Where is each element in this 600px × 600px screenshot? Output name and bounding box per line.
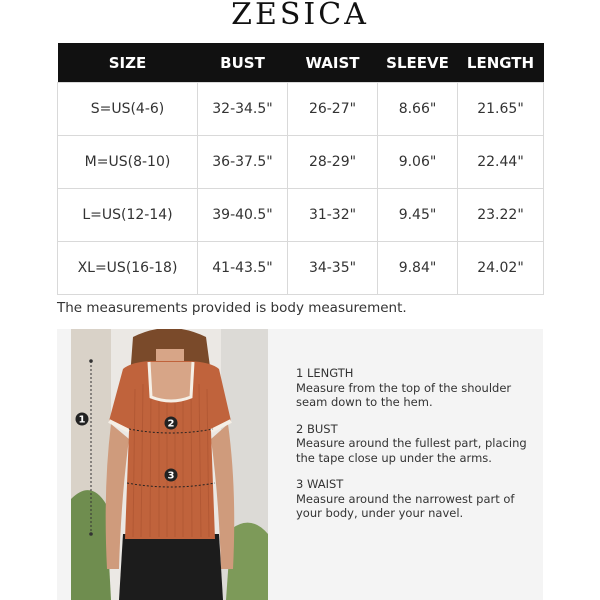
marker-waist <box>165 469 178 482</box>
instruction-title: 1 LENGTH <box>296 366 354 380</box>
cell-size: XL=US(16-18) <box>58 242 198 295</box>
cell-sleeve: 9.45" <box>378 189 458 242</box>
cell-waist: 31-32" <box>288 189 378 242</box>
cell-length: 22.44" <box>458 136 544 189</box>
table-row <box>58 136 544 189</box>
cell-bust: 39-40.5" <box>198 189 288 242</box>
header-waist: WAIST <box>288 43 378 83</box>
cell-sleeve: 9.06" <box>378 136 458 189</box>
cell-bust: 32-34.5" <box>198 83 288 136</box>
instruction-desc: Measure from the top of the shoulder seam down to the hem. <box>296 380 512 409</box>
cell-waist: 28-29" <box>288 136 378 189</box>
cell-waist: 26-27" <box>288 83 378 136</box>
table-row <box>58 189 544 242</box>
svg-text:3: 3 <box>167 470 175 482</box>
cell-length: 21.65" <box>458 83 544 136</box>
cell-bust: 36-37.5" <box>198 136 288 189</box>
instruction-length <box>296 366 536 410</box>
svg-text:2: 2 <box>167 418 175 430</box>
measurement-instructions <box>296 366 536 533</box>
table-row <box>58 83 544 136</box>
header-bust: BUST <box>198 43 288 83</box>
model-illustration <box>71 329 268 600</box>
svg-text:1: 1 <box>78 414 86 426</box>
header-length: LENGTH <box>458 43 544 83</box>
instruction-desc: Measure around the fullest part, placing the tape close up under the arms. <box>296 436 527 465</box>
cell-bust: 41-43.5" <box>198 242 288 295</box>
cell-waist: 34-35" <box>288 242 378 295</box>
marker-bust <box>165 417 178 430</box>
instruction-title: 3 WAIST <box>296 477 344 491</box>
cell-length: 24.02" <box>458 242 544 295</box>
header-size: SIZE <box>58 43 198 83</box>
measurement-note: The measurements provided is body measurement. <box>57 300 407 316</box>
cell-size: L=US(12-14) <box>58 189 198 242</box>
instruction-title: 2 BUST <box>296 421 338 436</box>
measure-guide-panel <box>57 329 543 600</box>
model-photo <box>71 329 268 600</box>
marker-length <box>76 413 89 426</box>
cell-length: 23.22" <box>458 189 544 242</box>
header-sleeve: SLEEVE <box>378 43 458 83</box>
instruction-bust <box>296 422 536 466</box>
instruction-waist <box>296 477 536 521</box>
brand-logo: ZESICA <box>231 0 369 32</box>
size-chart-table <box>57 43 544 295</box>
cell-sleeve: 9.84" <box>378 242 458 295</box>
instruction-desc: Measure around the narrowest part of your body, under your navel. <box>296 491 515 520</box>
table-header-row <box>58 43 544 83</box>
cell-size: S=US(4-6) <box>58 83 198 136</box>
table-row <box>58 242 544 295</box>
cell-size: M=US(8-10) <box>58 136 198 189</box>
cell-sleeve: 8.66" <box>378 83 458 136</box>
